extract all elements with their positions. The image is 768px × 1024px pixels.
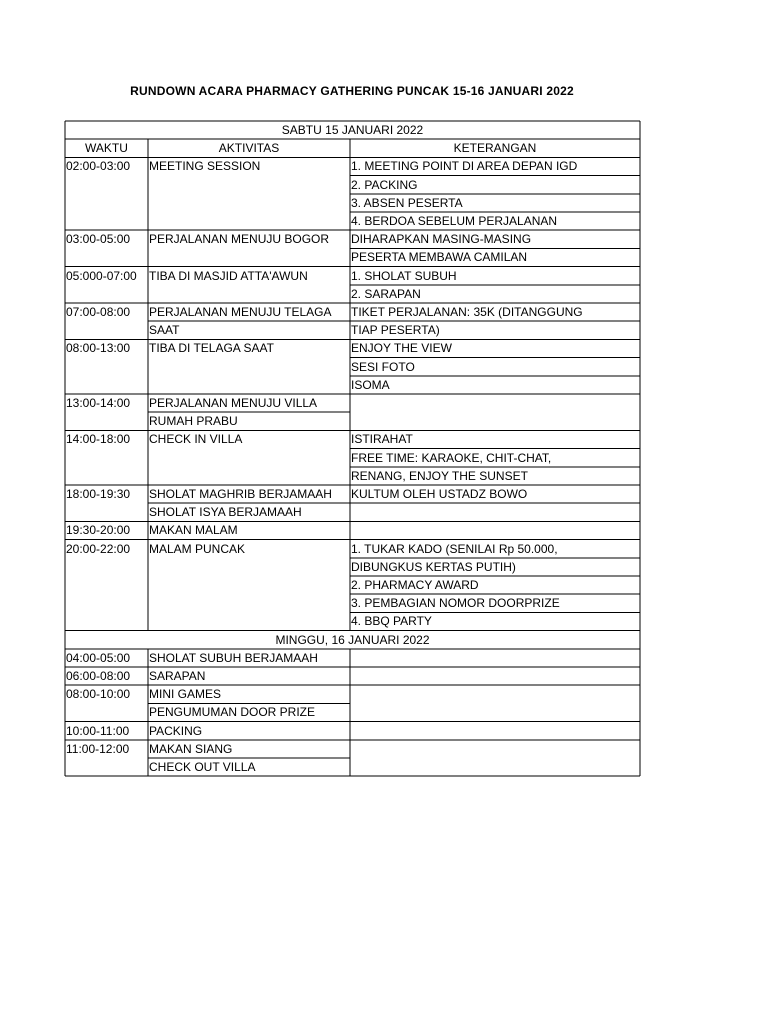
note-cell: SESI FOTO xyxy=(351,359,415,374)
note-cell: 4. BBQ PARTY xyxy=(351,614,432,629)
note-cell: TIAP PESERTA) xyxy=(351,323,440,338)
note-cell: ISOMA xyxy=(351,377,390,392)
time-cell: 03:00-05:00 xyxy=(66,232,131,247)
note-cell: 4. BERDOA SEBELUM PERJALANAN xyxy=(351,214,558,228)
day-header: MINGGU, 16 JANUARI 2022 xyxy=(275,632,430,647)
activity-cell: MALAM PUNCAK xyxy=(149,541,246,556)
note-cell: FREE TIME: KARAOKE, CHIT-CHAT, xyxy=(351,450,552,465)
time-cell: 02:00-03:00 xyxy=(66,159,131,174)
activity-cell: MINI GAMES xyxy=(149,687,222,702)
activity-cell: PERJALANAN MENUJU BOGOR xyxy=(149,232,330,247)
activity-cell: PACKING xyxy=(149,723,203,738)
note-cell: 1. MEETING POINT DI AREA DEPAN IGD xyxy=(351,159,578,174)
activity-cell: PENGUMUMAN DOOR PRIZE xyxy=(149,705,316,720)
activity-cell: SARAPAN xyxy=(149,669,206,683)
day-header: SABTU 15 JANUARI 2022 xyxy=(281,123,424,137)
note-cell: 2. PHARMACY AWARD xyxy=(351,578,479,592)
activity-cell: MEETING SESSION xyxy=(149,159,261,174)
time-cell: 10:00-11:00 xyxy=(66,723,130,738)
activity-cell: SHOLAT SUBUH BERJAMAAH xyxy=(149,650,318,665)
note-cell: DIHARAPKAN MASING-MASING xyxy=(351,232,532,247)
note-cell: DIBUNGKUS KERTAS PUTIH) xyxy=(351,559,516,574)
column-header-waktu: WAKTU xyxy=(85,141,128,156)
activity-cell: SHOLAT ISYA BERJAMAAH xyxy=(149,505,302,520)
activity-cell: PERJALANAN MENUJU VILLA xyxy=(149,396,318,410)
time-cell: 20:00-22:00 xyxy=(66,541,131,556)
activity-cell: TIBA DI TELAGA SAAT xyxy=(149,341,274,356)
note-cell: PESERTA MEMBAWA CAMILAN xyxy=(351,250,528,265)
time-cell: 14:00-18:00 xyxy=(66,432,131,447)
time-cell: 08:00-10:00 xyxy=(66,687,131,702)
activity-cell: SHOLAT MAGHRIB BERJAMAAH xyxy=(149,487,332,501)
time-cell: 19:30-20:00 xyxy=(66,523,131,538)
time-cell: 06:00-08:00 xyxy=(66,669,131,683)
activity-cell: RUMAH PRABU xyxy=(149,414,238,429)
time-cell: 13:00-14:00 xyxy=(66,396,131,410)
time-cell: 04:00-05:00 xyxy=(66,650,131,665)
note-cell: 3. ABSEN PESERTA xyxy=(351,195,463,210)
time-cell: 07:00-08:00 xyxy=(66,305,131,319)
note-cell: 2. PACKING xyxy=(351,177,418,192)
activity-cell: SAAT xyxy=(149,323,180,338)
activity-cell: TIBA DI MASJID ATTA'AWUN xyxy=(149,268,308,283)
note-cell: 2. SARAPAN xyxy=(351,286,421,301)
note-cell: RENANG, ENJOY THE SUNSET xyxy=(351,468,528,483)
note-cell: 1. SHOLAT SUBUH xyxy=(351,268,457,283)
note-cell: KULTUM OLEH USTADZ BOWO xyxy=(351,487,528,501)
activity-cell: MAKAN SIANG xyxy=(149,741,233,756)
time-cell: 18:00-19:30 xyxy=(66,487,131,501)
note-cell: ISTIRAHAT xyxy=(351,432,413,447)
activity-cell: CHECK IN VILLA xyxy=(149,432,243,447)
document-title: RUNDOWN ACARA PHARMACY GATHERING PUNCAK 15-16 JANUARI 2022 xyxy=(130,84,574,98)
time-cell: 05:000-07:00 xyxy=(66,268,137,283)
note-cell: 3. PEMBAGIAN NOMOR DOORPRIZE xyxy=(351,596,560,611)
activity-cell: CHECK OUT VILLA xyxy=(149,760,256,774)
column-header-keterangan: KETERANGAN xyxy=(453,141,537,156)
column-header-aktivitas: AKTIVITAS xyxy=(218,141,280,156)
note-cell: 1. TUKAR KADO (SENILAI Rp 50.000, xyxy=(351,541,558,556)
time-cell: 11:00-12:00 xyxy=(66,741,130,756)
note-cell: TIKET PERJALANAN: 35K (DITANGGUNG xyxy=(351,305,583,319)
time-cell: 08:00-13:00 xyxy=(66,341,131,356)
activity-cell: MAKAN MALAM xyxy=(149,523,238,538)
activity-cell: PERJALANAN MENUJU TELAGA xyxy=(149,305,332,319)
note-cell: ENJOY THE VIEW xyxy=(351,341,452,356)
